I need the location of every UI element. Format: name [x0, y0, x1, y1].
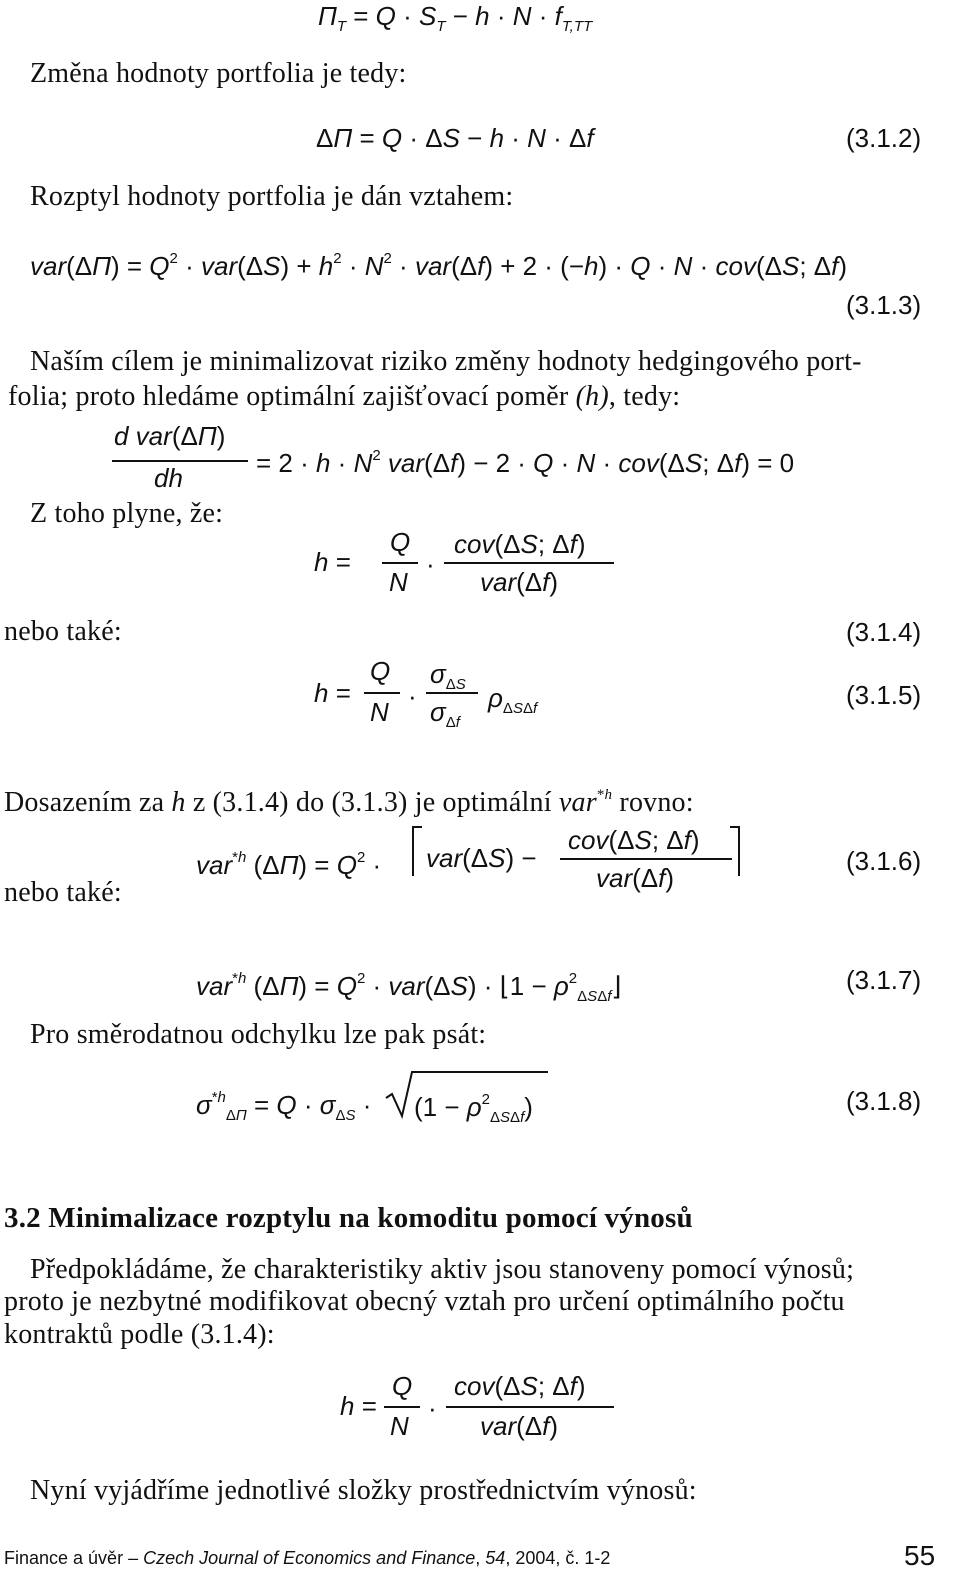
paragraph-returns-line-1: Předpokládáme, že charakteristiky aktiv jsou stanoveny pomocí výnosů; — [30, 1254, 855, 1285]
text-dosazenim: Dosazením za h z (3.1.4) do (3.1.3) je optimální var$^{*h}$ rovno: — [4, 787, 694, 818]
eqno-3-1-8: (3.1.8) — [846, 1086, 922, 1116]
sigma-delta-f: $\sigma_{\Delta f}$ — [430, 697, 460, 731]
bracket-left-3-1-6 — [412, 826, 422, 876]
fraction-var-1: var(Δf) — [480, 567, 559, 597]
paragraph-goal-line-2: folia; proto hledáme optimální zajišťovací poměr (h), tedy: — [8, 381, 681, 412]
dot-1: · — [426, 549, 435, 579]
equation-3-1-8-lhs: $\sigma^{*h}_{\Delta\Pi} = Q \cdot \sigma_{\Delta S}$ · — [196, 1089, 372, 1124]
paragraph-returns-line-2: proto je nezbytné modifikovat obecný vztah pro určení optimálního počtu — [4, 1286, 845, 1317]
fraction-line-qn-3 — [384, 1406, 420, 1408]
derivative-denominator: dh — [154, 463, 183, 493]
fraction-line-qn-2 — [364, 692, 400, 694]
equation-top: $\Pi_T = Q \cdot S_T - h \cdot N \cdot f_{T,TT}$ — [318, 1, 593, 35]
equation-3-1-6-numerator: cov(ΔS; Δf) — [568, 825, 700, 855]
fraction-q-2: Q — [370, 656, 391, 686]
rho-delta-s-delta-f: $\rho_{\Delta S\Delta f}$ — [488, 683, 538, 717]
dot-2: · — [408, 681, 417, 711]
eqno-3-1-7: (3.1.7) — [846, 965, 922, 995]
fraction-line-3-1-6 — [560, 858, 732, 860]
equation-3-1-3: $var(\Delta\Pi) = Q^2 \cdot var(\Delta S) + h^2 \cdot N^2 \cdot var(\Delta f) + 2 \cdot (-h) \cdot Q \cdot N \cdot cov(\Delta S$; Δf) — [30, 250, 848, 281]
text-variance: Rozptyl hodnoty portfolia je dán vztahem: — [30, 181, 514, 212]
fraction-n-2: N — [370, 697, 389, 727]
text-nyni: Nyní vyjádříme jednotlivé složky prostřednictvím výnosů: — [30, 1475, 697, 1506]
eqno-3-1-5: (3.1.5) — [846, 680, 922, 710]
bracket-right-3-1-6 — [730, 826, 740, 876]
text-pro-smerodatnou: Pro směrodatnou odchylku lze pak psát: — [30, 1019, 487, 1050]
text-change: Změna hodnoty portfolia je tedy: — [30, 58, 407, 89]
text-nebo-take-1: nebo také: — [4, 616, 122, 647]
fraction-var-3: var(Δf) — [480, 1411, 559, 1441]
equation-3-1-6-inner: var(ΔS) − — [426, 843, 537, 873]
sigma-delta-s: $\sigma_{\Delta S}$ — [430, 659, 466, 693]
equation-3-1-6-denominator: var(Δf) — [596, 863, 675, 893]
fraction-line-qn-1 — [382, 562, 418, 564]
eqno-3-1-2: (3.1.2) — [846, 123, 922, 153]
eqno-3-1-4: (3.1.4) — [846, 617, 922, 647]
fraction-q-1: Q — [390, 527, 411, 557]
fraction-cov-1: cov(ΔS; Δf) — [454, 529, 586, 559]
eqno-3-1-6: (3.1.6) — [846, 846, 922, 876]
fraction-line-sigma — [426, 692, 478, 694]
footer-journal: Finance a úvěr – Czech Journal of Economics and Finance, 54, 2004, č. 1-2 — [4, 1548, 611, 1568]
fraction-n-3: N — [390, 1411, 409, 1441]
derivative-numerator: d var(ΔΠ) — [114, 421, 226, 451]
equation-3-1-2: ΔΠ = Q · ΔS − h · N · Δf — [316, 123, 594, 153]
fraction-line-cov-3 — [446, 1406, 614, 1408]
equation-3-1-6-lhs: var$^{*h}$ $(\Delta\Pi) = Q^2$ · — [196, 849, 382, 880]
equation-3-1-7: var$^{*h}$ $(\Delta\Pi) = Q^2 \cdot var(\Delta S)$ · ⌊1 − $\rho^2_{\Delta S\Delta f}⌋$ — [196, 970, 622, 1005]
fraction-n-1: N — [389, 567, 408, 597]
fraction-cov-3: cov(ΔS; Δf) — [454, 1371, 586, 1401]
text-z-toho: Z toho plyne, že: — [30, 498, 224, 529]
h-equals-3: h = — [340, 1391, 377, 1421]
equation-3-1-8-radicand: $(1 - \rho^2_{\Delta S\Delta f})$ — [414, 1091, 533, 1126]
page-number: 55 — [904, 1540, 936, 1571]
paragraph-returns-line-3: kontraktů podle (3.1.4): — [4, 1319, 275, 1350]
derivative-rhs: = $2 \cdot h \cdot N^2$ var(Δf) − 2 · Q · N · cov(ΔS; Δf) = 0 — [256, 447, 795, 478]
h-equals-2: h = — [314, 678, 351, 708]
section-heading: 3.2 Minimalizace rozptylu na komoditu pomocí výnosů — [4, 1202, 693, 1234]
paragraph-goal-line-1: Naším cílem je minimalizovat riziko změny hodnoty hedgingového port- — [30, 346, 862, 377]
h-equals-1: h = — [314, 547, 351, 577]
text-nebo-take-2: nebo také: — [4, 877, 122, 908]
fraction-line-cov-1 — [444, 562, 614, 564]
fraction-q-3: Q — [392, 1371, 413, 1401]
dot-3: · — [428, 1393, 437, 1423]
eqno-3-1-3: (3.1.3) — [846, 290, 922, 320]
